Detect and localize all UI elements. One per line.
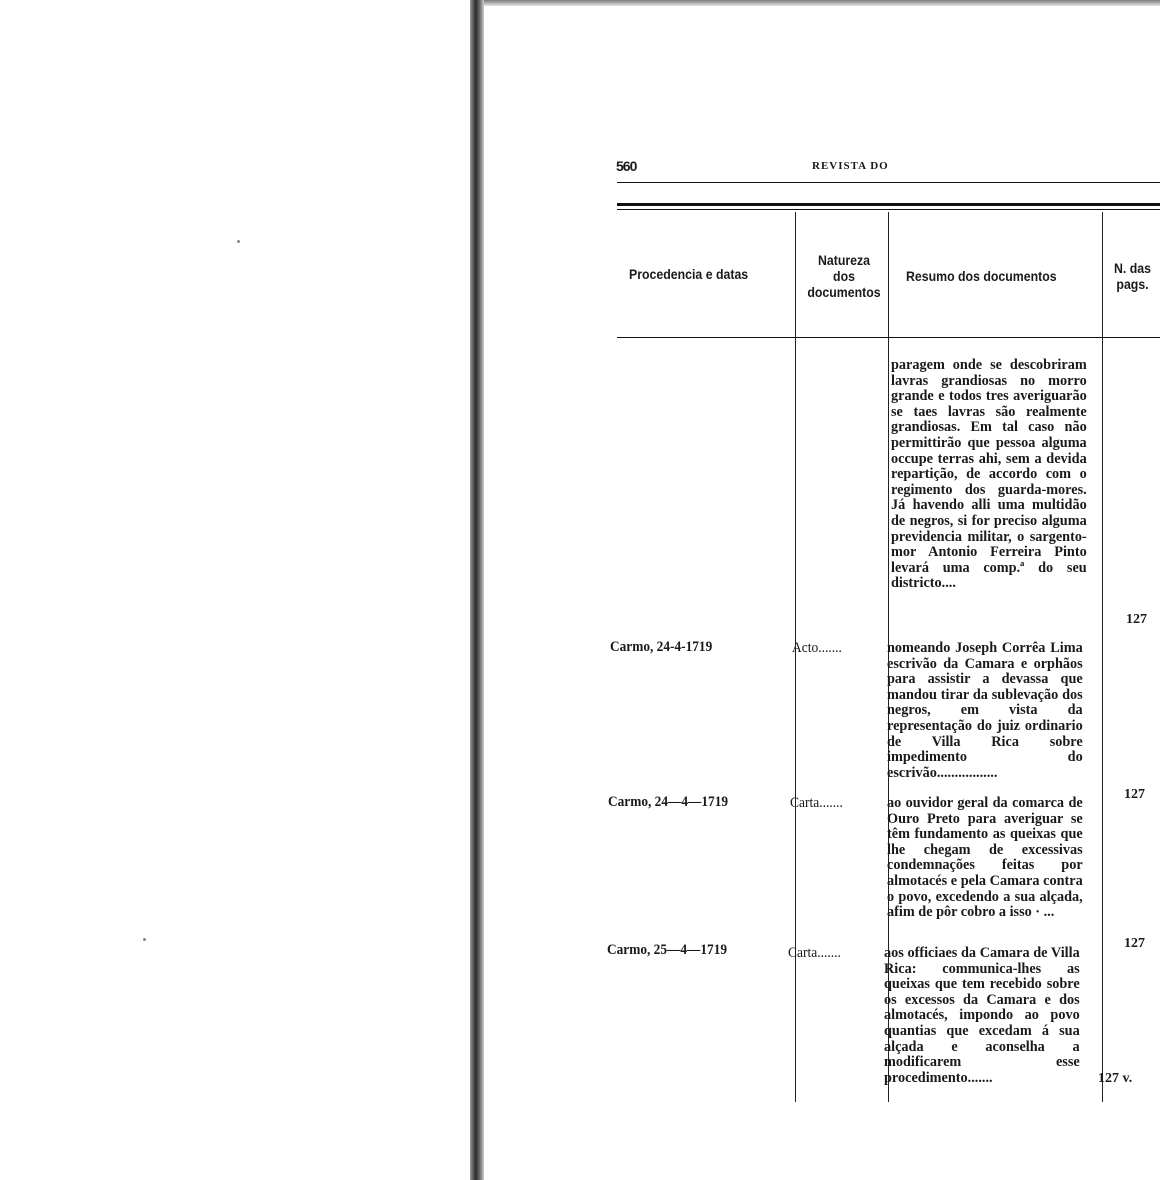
table-row-pages: 127 v. <box>1098 1071 1133 1086</box>
scan-top-shadow <box>470 0 1160 6</box>
table-row-nature: Acto....... <box>792 640 842 656</box>
table-row-summary: nomeando Joseph Corrêa Lima escrivão da Camara e orphãos para assistir a devassa que mandou tirar da sublevação dos negros, em vista da representação do juiz ordinario de Villa Rica sobre impedimento do escrivão................. <box>887 640 1083 781</box>
table-row-nature: Carta....... <box>790 795 843 811</box>
header-natureza <box>800 252 888 300</box>
running-head: REVISTA DO <box>812 160 889 172</box>
column-divider <box>795 212 796 1102</box>
header-natureza-line: dos <box>833 268 855 284</box>
table-row-pages: 127 <box>1126 612 1147 627</box>
table-row-pages: 127 <box>1124 936 1145 951</box>
table-row-nature: Carta....... <box>788 945 841 961</box>
header-procedencia: Procedencia e datas <box>629 266 749 282</box>
table-row-date: Carmo, 24—4—1719 <box>608 794 729 810</box>
column-divider <box>1102 212 1103 1102</box>
table-row-date: Carmo, 24-4-1719 <box>610 639 713 655</box>
table-row-summary: paragem onde se descobriram lavras grandiosas no morro grande e todos tres averiguarão se taes lavras são realmente grandiosas. Em tal caso não permittirão que pessoa alguma occupe terras ahi, sem a devida repartição, de accordo com o regimento dos guarda-mores. Já havendo alli uma multidão de negros, si for preciso alguma previdencia militar, o sargento-mor Antonio Ferreira Pinto levará uma comp.ª do seu districto.... <box>891 357 1087 592</box>
header-paginas-line: pags. <box>1116 276 1149 292</box>
table-top-rule-thin <box>617 209 1160 210</box>
header-natureza-line: Natureza <box>817 252 871 268</box>
scan-speck <box>143 938 146 941</box>
table-top-rule-thick <box>617 203 1160 206</box>
table-row-date: Carmo, 25—4—1719 <box>607 942 728 958</box>
table-row-pages: 127 <box>1124 787 1145 802</box>
header-natureza-line: documentos <box>807 284 881 300</box>
page-number: 560 <box>616 158 637 174</box>
header-paginas <box>1107 260 1158 292</box>
table-row-summary: aos officiaes da Camara de Villa Rica: communica-lhes as queixas que tem recebido sobre os excessos da Camara e dos almotacés, impondo ao povo quantias que excedam á sua alçada e aconselha a modificarem esse procedimento....... <box>884 945 1080 1086</box>
scan-speck <box>237 240 240 243</box>
header-resumo: Resumo dos documentos <box>906 268 1057 284</box>
header-paginas-line: N. das <box>1114 260 1151 276</box>
header-rule <box>617 182 1160 183</box>
table-row-summary: ao ouvidor geral da comarca de Ouro Preto para averiguar se têm fundamento as queixas que lhe chegam de excessivas condemnações feitas por almotacés e pela Camara contra o povo, excedendo a sua alçada, afim de pôr cobro a isso · ... <box>887 795 1083 921</box>
scan-binding-edge <box>470 0 484 1180</box>
